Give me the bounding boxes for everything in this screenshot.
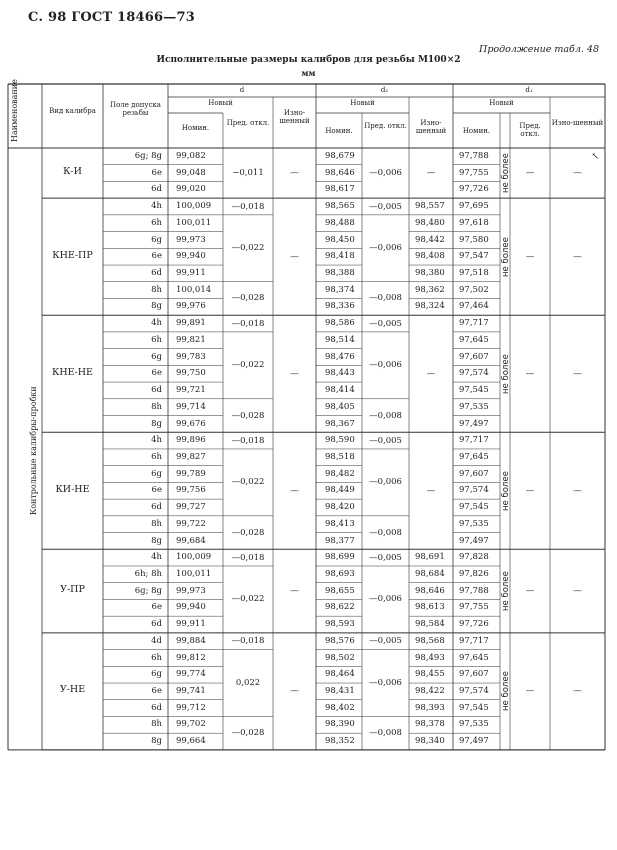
tolerance-cell: 8h (151, 401, 162, 412)
d-worn-cell: — (290, 485, 299, 496)
d-nominal-cell: 99,756 (176, 485, 206, 496)
d2-worn-cell: 98,691 (415, 552, 445, 563)
tolerance-cell: 6g (151, 468, 162, 479)
tolerance-cell: 6e (151, 167, 162, 178)
header-d1: d₁ (525, 86, 533, 94)
tolerance-cell: 6d (151, 184, 162, 195)
d2-nominal-cell: 98,464 (325, 669, 355, 680)
header-d: d (239, 86, 245, 94)
d1-deviation-cell: — (525, 251, 535, 262)
d-nominal-cell: 99,741 (176, 686, 206, 697)
tolerance-cell: 4d (151, 635, 162, 646)
d2-nominal-cell: 98,655 (325, 585, 355, 596)
tolerance-cell: 8g (151, 535, 162, 546)
gauge-type-name: У-ПР (60, 584, 85, 596)
d2-worn-cell: 98,393 (415, 702, 445, 713)
tolerance-cell: 6g (151, 351, 162, 362)
d2-worn-cell: 98,324 (415, 301, 445, 312)
d2-nominal-cell: 98,336 (325, 301, 355, 312)
d-nominal-cell: 99,048 (176, 167, 206, 178)
d2-deviation-cell: —0,006 (369, 168, 402, 179)
gauge-type-name: К-И (63, 166, 82, 178)
d2-nominal-cell: 98,514 (325, 334, 355, 345)
tolerance-cell: 8g (151, 301, 162, 312)
d-worn-cell: — (290, 251, 299, 262)
tolerance-cell: 6g (151, 234, 162, 245)
tolerance-cell: 8g (151, 418, 162, 429)
tolerance-cell: 6g; 8g (134, 585, 162, 596)
d-nominal-cell: 99,940 (176, 251, 206, 262)
d1-nominal-cell: 97,497 (459, 736, 489, 747)
d1-deviation-cell: — (525, 368, 535, 379)
header-name: Наименование (10, 79, 19, 142)
d-nominal-cell: 100,014 (176, 284, 212, 295)
ne-bolee-label: не более (500, 671, 511, 712)
tolerance-cell: 6h (151, 217, 162, 228)
d1-nominal-cell: 97,717 (459, 635, 489, 646)
header-dev-d2: Пред. откл. (364, 122, 407, 130)
d-nominal-cell: 99,020 (176, 184, 206, 195)
d2-worn-cell: 98,408 (415, 251, 445, 262)
d2-nominal-cell: 98,482 (325, 468, 355, 479)
d-deviation-cell: —0,028 (231, 410, 265, 421)
d2-nominal-cell: 98,679 (325, 151, 355, 161)
d1-nominal-cell: 97,497 (459, 535, 489, 546)
d1-nominal-cell: 97,755 (459, 602, 489, 613)
d2-nominal-cell: 98,593 (325, 619, 355, 630)
d-deviation-cell: 0,022 (235, 678, 261, 689)
d1-nominal-cell: 97,645 (459, 652, 489, 663)
d-nominal-cell: 99,722 (176, 518, 206, 529)
header-new-d2: Новый (350, 99, 375, 107)
ne-bolee-label: не более (500, 153, 511, 194)
d2-nominal-cell: 98,377 (325, 535, 355, 546)
d2-worn-cell: 98,380 (415, 268, 445, 279)
tolerance-cell: 6g (151, 669, 162, 680)
d2-nominal-cell: 98,352 (325, 736, 355, 747)
d2-deviation-cell: —0,006 (369, 594, 402, 605)
d-nominal-cell: 99,721 (176, 385, 206, 396)
d-nominal-cell: 99,884 (176, 635, 206, 646)
d-nominal-cell: 99,896 (176, 435, 206, 446)
tolerance-cell: 6h (151, 451, 162, 462)
header-worn-d1: Изно-шенный (551, 119, 604, 127)
unit-label: мм (301, 68, 316, 78)
d2-nominal-cell: 98,450 (325, 234, 355, 245)
d2-worn-cell: 98,455 (415, 669, 445, 680)
d-nominal-cell: 99,712 (176, 702, 206, 713)
d2-deviation-cell: —0,005 (369, 201, 402, 212)
header-worn-d: Изно-шенный (279, 109, 310, 125)
d-worn-cell: — (290, 686, 299, 697)
d1-worn-cell: — (573, 485, 582, 496)
header-tolerance: Поле допуска резьбы (110, 101, 161, 117)
d-nominal-cell: 99,676 (176, 418, 206, 429)
d1-nominal-cell: 97,502 (459, 284, 489, 295)
d2-deviation-cell: —0,006 (369, 678, 402, 689)
tolerance-cell: 6d (151, 702, 162, 713)
d-worn-cell: — (290, 586, 299, 597)
header-nom-d: Номин. (181, 124, 210, 132)
d1-nominal-cell: 97,574 (459, 686, 489, 697)
d1-nominal-cell: 97,535 (459, 719, 489, 730)
d2-worn-cell: — (426, 368, 436, 379)
d1-nominal-cell: 97,497 (459, 418, 489, 429)
tolerance-cell: 6e (151, 368, 162, 379)
d1-nominal-cell: 97,826 (459, 569, 489, 579)
ne-bolee-label: не более (500, 470, 511, 511)
margin-mark: ↖ (591, 152, 599, 162)
tolerance-cell: 6g; 8g (134, 151, 162, 161)
d-nominal-cell: 100,011 (176, 569, 212, 579)
d1-nominal-cell: 97,607 (459, 468, 489, 479)
d1-nominal-cell: 97,788 (459, 151, 489, 161)
d-deviation-cell: —0,018 (231, 318, 265, 329)
d-worn-cell: — (290, 168, 299, 179)
tolerance-cell: 8h (151, 719, 162, 730)
d2-nominal-cell: 98,414 (325, 385, 355, 396)
d2-deviation-cell: —0,005 (369, 318, 402, 329)
d-nominal-cell: 99,940 (176, 602, 206, 613)
d1-nominal-cell: 97,545 (459, 502, 489, 513)
gauge-type-name: КНЕ-ПР (52, 249, 93, 261)
d2-worn-cell: 98,584 (415, 619, 445, 630)
d2-nominal-cell: 98,693 (325, 569, 355, 579)
d2-worn-cell: 98,557 (415, 201, 445, 212)
d-deviation-cell: —0,018 (231, 435, 265, 446)
tolerance-cell: 6e (151, 251, 162, 262)
d1-nominal-cell: 97,618 (459, 217, 489, 228)
table-title: Исполнительные размеры калибров для резьбы М100×2 (156, 55, 461, 65)
d1-worn-cell: — (573, 368, 582, 379)
d2-deviation-cell: —0,005 (369, 552, 402, 563)
d-nominal-cell: 100,009 (176, 201, 212, 212)
d2-nominal-cell: 98,565 (325, 201, 355, 212)
d2-worn-cell: 98,493 (415, 652, 445, 663)
ne-bolee-label: не более (500, 571, 511, 612)
d1-nominal-cell: 97,645 (459, 451, 489, 462)
d2-worn-cell: 98,422 (415, 686, 445, 697)
tolerance-cell: 8h (151, 284, 162, 295)
d-deviation-cell: —0,028 (231, 293, 265, 304)
d1-nominal-cell: 97,726 (459, 184, 489, 195)
tolerance-cell: 8h (151, 518, 162, 529)
continuation-note: Продолжение табл. 48 (479, 44, 599, 55)
d2-worn-cell: 98,442 (415, 234, 445, 245)
d-nominal-cell: 99,891 (176, 318, 206, 329)
d2-nominal-cell: 98,431 (325, 686, 355, 697)
tolerance-cell: 6d (151, 619, 162, 630)
d2-nominal-cell: 98,518 (325, 451, 355, 462)
header-new-d: Новый (208, 99, 233, 107)
header-d2: d₂ (380, 86, 389, 94)
d2-worn-cell: — (426, 168, 436, 179)
page-header: С. 98 ГОСТ 18466—73 (28, 10, 195, 25)
d1-worn-cell: — (573, 251, 582, 262)
d2-nominal-cell: 98,699 (325, 552, 355, 563)
gauge-type-name: КИ-НЕ (55, 483, 90, 495)
d-deviation-cell: −0,011 (232, 168, 264, 179)
d-nominal-cell: 99,783 (176, 351, 206, 362)
d-nominal-cell: 100,011 (176, 217, 212, 228)
d2-deviation-cell: —0,008 (369, 410, 402, 421)
d-nominal-cell: 99,976 (176, 301, 206, 312)
d2-deviation-cell: —0,008 (369, 728, 402, 739)
d-deviation-cell: —0,028 (231, 728, 265, 739)
tolerance-cell: 6d (151, 385, 162, 396)
d2-nominal-cell: 98,390 (325, 719, 355, 730)
d1-nominal-cell: 97,580 (459, 234, 489, 245)
tolerance-cell: 6e (151, 602, 162, 613)
d2-deviation-cell: —0,008 (369, 527, 402, 538)
d-nominal-cell: 100,009 (176, 552, 212, 563)
d2-deviation-cell: —0,005 (369, 435, 402, 446)
d-nominal-cell: 99,774 (176, 669, 206, 680)
d2-nominal-cell: 98,617 (325, 184, 355, 195)
d-nominal-cell: 99,973 (176, 234, 206, 245)
d2-nominal-cell: 98,367 (325, 418, 355, 429)
d2-worn-cell: 98,684 (415, 569, 445, 579)
d1-nominal-cell: 97,464 (459, 301, 489, 312)
d1-deviation-cell: — (525, 686, 535, 697)
d2-nominal-cell: 98,488 (325, 217, 355, 228)
d1-worn-cell: — (573, 586, 582, 597)
d1-worn-cell: — (573, 686, 582, 697)
d-deviation-cell: —0,022 (231, 594, 265, 605)
d2-nominal-cell: 98,502 (325, 652, 355, 663)
d2-worn-cell: 98,340 (415, 736, 445, 747)
d-deviation-cell: —0,018 (231, 201, 265, 212)
d-nominal-cell: 99,911 (176, 268, 206, 279)
d-nominal-cell: 99,714 (176, 401, 206, 412)
d1-nominal-cell: 97,607 (459, 351, 489, 362)
d-deviation-cell: —0,018 (231, 552, 265, 563)
d-worn-cell: — (290, 368, 299, 379)
tolerance-cell: 6d (151, 268, 162, 279)
d2-worn-cell: 98,646 (415, 585, 445, 596)
d1-nominal-cell: 97,828 (459, 552, 489, 563)
d2-nominal-cell: 98,418 (325, 251, 355, 262)
d2-nominal-cell: 98,449 (325, 485, 355, 496)
d1-nominal-cell: 97,574 (459, 368, 489, 379)
d2-deviation-cell: —0,006 (369, 243, 402, 254)
d-deviation-cell: —0,022 (231, 477, 265, 488)
d2-worn-cell: 98,613 (415, 602, 445, 613)
d1-nominal-cell: 97,574 (459, 485, 489, 496)
d2-nominal-cell: 98,646 (325, 167, 355, 178)
d1-nominal-cell: 97,726 (459, 619, 489, 630)
gauge-type-name: КНЕ-НЕ (51, 366, 93, 378)
d-nominal-cell: 99,973 (176, 585, 206, 596)
d-nominal-cell: 99,727 (176, 502, 206, 513)
d2-nominal-cell: 98,576 (325, 635, 355, 646)
d1-nominal-cell: 97,547 (459, 251, 489, 262)
d-nominal-cell: 99,702 (176, 719, 206, 730)
d-deviation-cell: —0,022 (231, 243, 265, 254)
side-label: Контрольные калибры-пробки (29, 386, 38, 515)
header-type: Вид калибра (49, 107, 96, 115)
header-dev-d: Пред. откл. (226, 119, 270, 127)
d-nominal-cell: 99,911 (176, 619, 206, 630)
header-nom-d2: Номин. (325, 127, 353, 135)
tolerance-cell: 6d (151, 502, 162, 513)
d1-nominal-cell: 97,518 (459, 268, 489, 279)
ne-bolee-label: не более (500, 236, 511, 277)
d1-nominal-cell: 97,695 (459, 201, 489, 212)
d1-nominal-cell: 97,545 (459, 385, 489, 396)
d1-nominal-cell: 97,535 (459, 518, 489, 529)
d2-worn-cell: 98,480 (415, 217, 445, 228)
d2-worn-cell: — (426, 485, 436, 496)
tolerance-cell: 6h (151, 652, 162, 663)
tolerance-cell: 4h (151, 552, 162, 563)
d-nominal-cell: 99,827 (176, 451, 206, 462)
d2-nominal-cell: 98,420 (325, 502, 355, 513)
d2-deviation-cell: —0,008 (369, 293, 402, 304)
d1-deviation-cell: — (525, 168, 535, 179)
d-nominal-cell: 99,664 (176, 736, 206, 747)
d1-deviation-cell: — (525, 485, 535, 496)
d1-deviation-cell: — (525, 586, 535, 597)
d-deviation-cell: —0,022 (231, 360, 265, 371)
header-worn-d2: Изно-шенный (415, 119, 447, 135)
d-deviation-cell: —0,018 (231, 636, 265, 647)
d1-worn-cell: — (573, 168, 582, 179)
d-nominal-cell: 99,750 (176, 368, 206, 379)
d-deviation-cell: —0,028 (231, 527, 265, 538)
d2-nominal-cell: 98,374 (325, 284, 355, 295)
d2-worn-cell: 98,362 (415, 284, 445, 295)
tolerance-cell: 8g (151, 736, 162, 747)
d2-deviation-cell: —0,006 (369, 360, 402, 371)
d1-nominal-cell: 97,645 (459, 334, 489, 345)
tolerance-cell: 6e (151, 686, 162, 697)
d2-worn-cell: 98,378 (415, 719, 445, 730)
d2-nominal-cell: 98,443 (325, 368, 355, 379)
d2-nominal-cell: 98,586 (325, 318, 355, 329)
d2-nominal-cell: 98,402 (325, 702, 355, 713)
tolerance-cell: 6h; 8h (134, 569, 162, 579)
d2-deviation-cell: —0,005 (369, 636, 402, 647)
tolerance-cell: 4h (151, 435, 162, 446)
d2-nominal-cell: 98,388 (325, 268, 355, 279)
d1-nominal-cell: 97,607 (459, 669, 489, 680)
d1-nominal-cell: 97,755 (459, 167, 489, 178)
d-nominal-cell: 99,789 (176, 468, 206, 479)
d2-deviation-cell: —0,006 (369, 477, 402, 488)
d2-nominal-cell: 98,476 (325, 351, 355, 362)
d2-nominal-cell: 98,622 (325, 602, 355, 613)
d1-nominal-cell: 97,535 (459, 401, 489, 412)
tolerance-cell: 4h (151, 318, 162, 329)
header-nom-d1: Номин. (462, 127, 491, 135)
tolerance-cell: 6h (151, 334, 162, 345)
header-new-d1: Новый (489, 99, 514, 107)
d1-nominal-cell: 97,788 (459, 585, 489, 596)
tolerance-cell: 6e (151, 485, 162, 496)
d-nominal-cell: 99,684 (176, 535, 206, 546)
tolerance-cell: 4h (151, 201, 162, 212)
gauge-type-name: У-НЕ (59, 684, 86, 696)
d-nominal-cell: 99,821 (176, 334, 206, 345)
d-nominal-cell: 99,812 (176, 652, 206, 663)
d1-nominal-cell: 97,545 (459, 702, 489, 713)
d2-nominal-cell: 98,413 (325, 518, 355, 529)
d2-nominal-cell: 98,590 (325, 435, 355, 446)
d2-nominal-cell: 98,405 (325, 401, 355, 412)
ne-bolee-label: не более (500, 353, 511, 394)
d2-worn-cell: 98,568 (415, 635, 445, 646)
d1-nominal-cell: 97,717 (459, 318, 489, 329)
d1-nominal-cell: 97,717 (459, 435, 489, 446)
header-dev-d1: Пред. откл. (519, 122, 541, 138)
d-nominal-cell: 99,082 (176, 151, 206, 161)
